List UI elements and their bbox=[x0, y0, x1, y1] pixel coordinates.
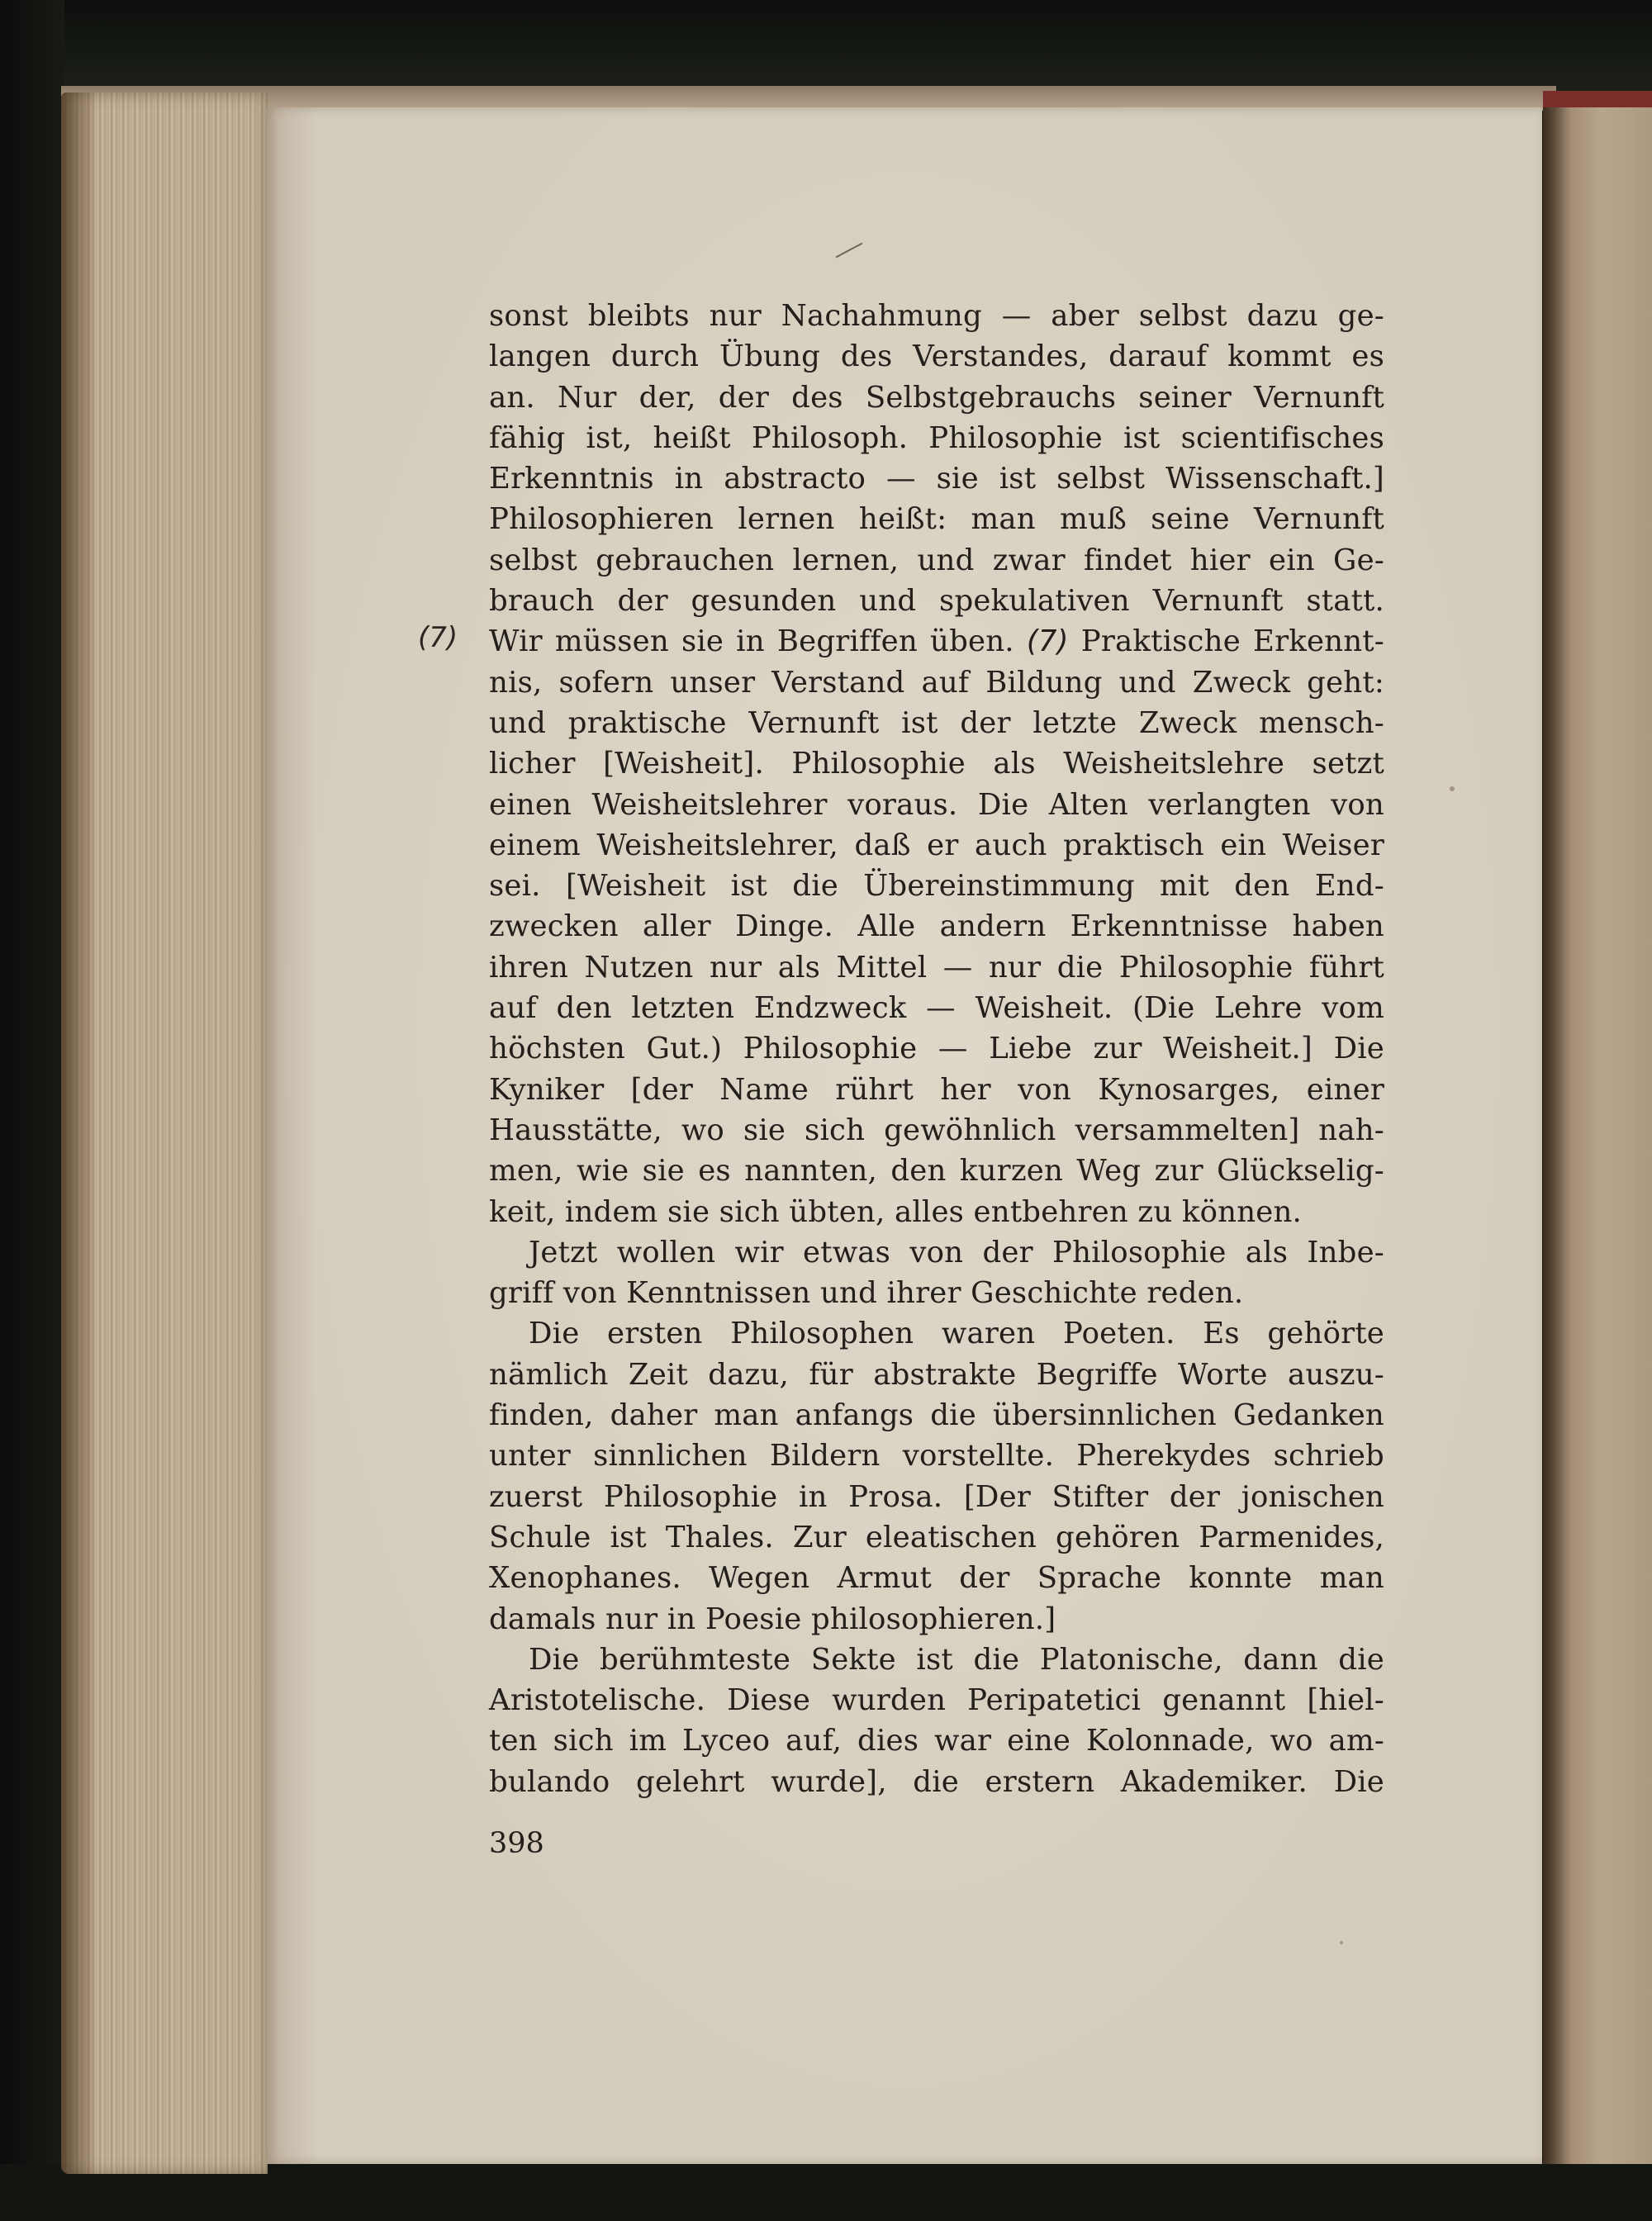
page-number: 398 bbox=[489, 1827, 544, 1860]
text-line: höchsten Gut.) Philosophie — Liebe zur Weisheit.] Die bbox=[489, 1032, 1384, 1066]
text-line: griff von Kenntnissen und ihrer Geschichte reden. bbox=[489, 1276, 1244, 1311]
text-line: licher [Weisheit]. Philosophie als Weisheitslehre setzt bbox=[489, 747, 1384, 781]
text-line: zuerst Philosophie in Prosa. [Der Stifter der jonischen bbox=[489, 1479, 1384, 1514]
text-line: damals nur in Poesie philosophieren.] bbox=[489, 1602, 1056, 1636]
text-line: Die berühmteste Sekte ist die Platonische, dann die bbox=[529, 1642, 1384, 1677]
margin-reference: (7) bbox=[418, 621, 458, 654]
text-line: Die ersten Philosophen waren Poeten. Es gehörte bbox=[529, 1317, 1384, 1351]
text-line: Philosophieren lernen heißt: man muß seine Vernunft bbox=[489, 502, 1384, 537]
paper-speck bbox=[1450, 786, 1455, 791]
text-line: Jetzt wollen wir etwas von der Philosophie als Inbe- bbox=[529, 1235, 1384, 1269]
text-line: einem Weisheitslehrer, daß er auch praktisch ein Weiser bbox=[489, 828, 1384, 862]
text-segment: Praktische Erkennt- bbox=[1080, 624, 1384, 659]
text-line: Schule ist Thales. Zur eleatischen gehören Parmenides, bbox=[489, 1520, 1384, 1554]
text-line: ten sich im Lyceo auf, dies war eine Kolonnade, wo am- bbox=[489, 1724, 1384, 1758]
text-line-with-reference bbox=[489, 621, 1384, 662]
text-line: bulando gelehrt wurde], die erstern Akademiker. Die bbox=[489, 1764, 1384, 1799]
text-line: sonst bleibts nur Nachahmung — aber selbst dazu ge- bbox=[489, 299, 1384, 333]
text-line: ihren Nutzen nur als Mittel — nur die Philosophie führt bbox=[489, 950, 1384, 985]
text-line: langen durch Übung des Verstandes, darauf kommt es bbox=[489, 339, 1384, 374]
text-line: men, wie sie es nannten, den kurzen Weg zur Glückselig- bbox=[489, 1154, 1384, 1189]
text-line: auf den letzten Endzweck — Weisheit. (Die Lehre vom bbox=[489, 991, 1384, 1026]
text-line: finden, daher man anfangs die übersinnlichen Gedanken bbox=[489, 1398, 1384, 1433]
scanner-background-left bbox=[0, 0, 64, 2221]
text-line: Kyniker [der Name rührt her von Kynosarges, einer bbox=[489, 1072, 1384, 1107]
text-line: fähig ist, heißt Philosoph. Philosophie ist scientifisches bbox=[489, 420, 1384, 455]
page-edge-shadow bbox=[61, 93, 94, 2174]
facing-page-cover-edge bbox=[1543, 91, 1652, 109]
text-line: an. Nur der, der des Selbstgebrauchs seiner Vernunft bbox=[489, 380, 1384, 415]
body-text bbox=[489, 296, 1384, 1802]
text-line: und praktische Vernunft ist der letzte Zweck mensch- bbox=[489, 705, 1384, 740]
text-segment: Wir müssen sie in Begriffen üben. bbox=[489, 624, 1014, 659]
text-line: Xenophanes. Wegen Armut der Sprache konnte man bbox=[489, 1561, 1384, 1596]
text-line: unter sinnlichen Bildern vorstellte. Pherekydes schrieb bbox=[489, 1439, 1384, 1474]
text-line: selbst gebrauchen lernen, und zwar findet hier ein Ge- bbox=[489, 543, 1384, 577]
text-line: keit, indem sie sich übten, alles entbehren zu können. bbox=[489, 1194, 1303, 1229]
inline-reference: (7) bbox=[1026, 624, 1069, 659]
paper-speck bbox=[1340, 1941, 1343, 1944]
gutter-shadow bbox=[1543, 107, 1571, 2164]
text-line: Erkenntnis in abstracto — sie ist selbst Wissenschaft.] bbox=[489, 462, 1384, 496]
text-line: Aristotelische. Diese wurden Peripatetici genannt [hiel- bbox=[489, 1683, 1384, 1718]
text-line: Hausstätte, wo sie sich gewöhnlich versammelten] nah- bbox=[489, 1113, 1384, 1147]
text-line: brauch der gesunden und spekulativen Vernunft statt. bbox=[489, 584, 1384, 619]
text-line: einen Weisheitslehrer voraus. Die Alten verlangten von bbox=[489, 787, 1384, 822]
scanner-background-top bbox=[0, 0, 1652, 95]
text-line: sei. [Weisheit ist die Übereinstimmung mit den End- bbox=[489, 869, 1384, 904]
text-line: zwecken aller Dinge. Alle andern Erkenntnisse haben bbox=[489, 909, 1384, 944]
text-line: nämlich Zeit dazu, für abstrakte Begriffe Worte auszu- bbox=[489, 1357, 1384, 1392]
text-line: nis, sofern unser Verstand auf Bildung und Zweck geht: bbox=[489, 665, 1384, 700]
